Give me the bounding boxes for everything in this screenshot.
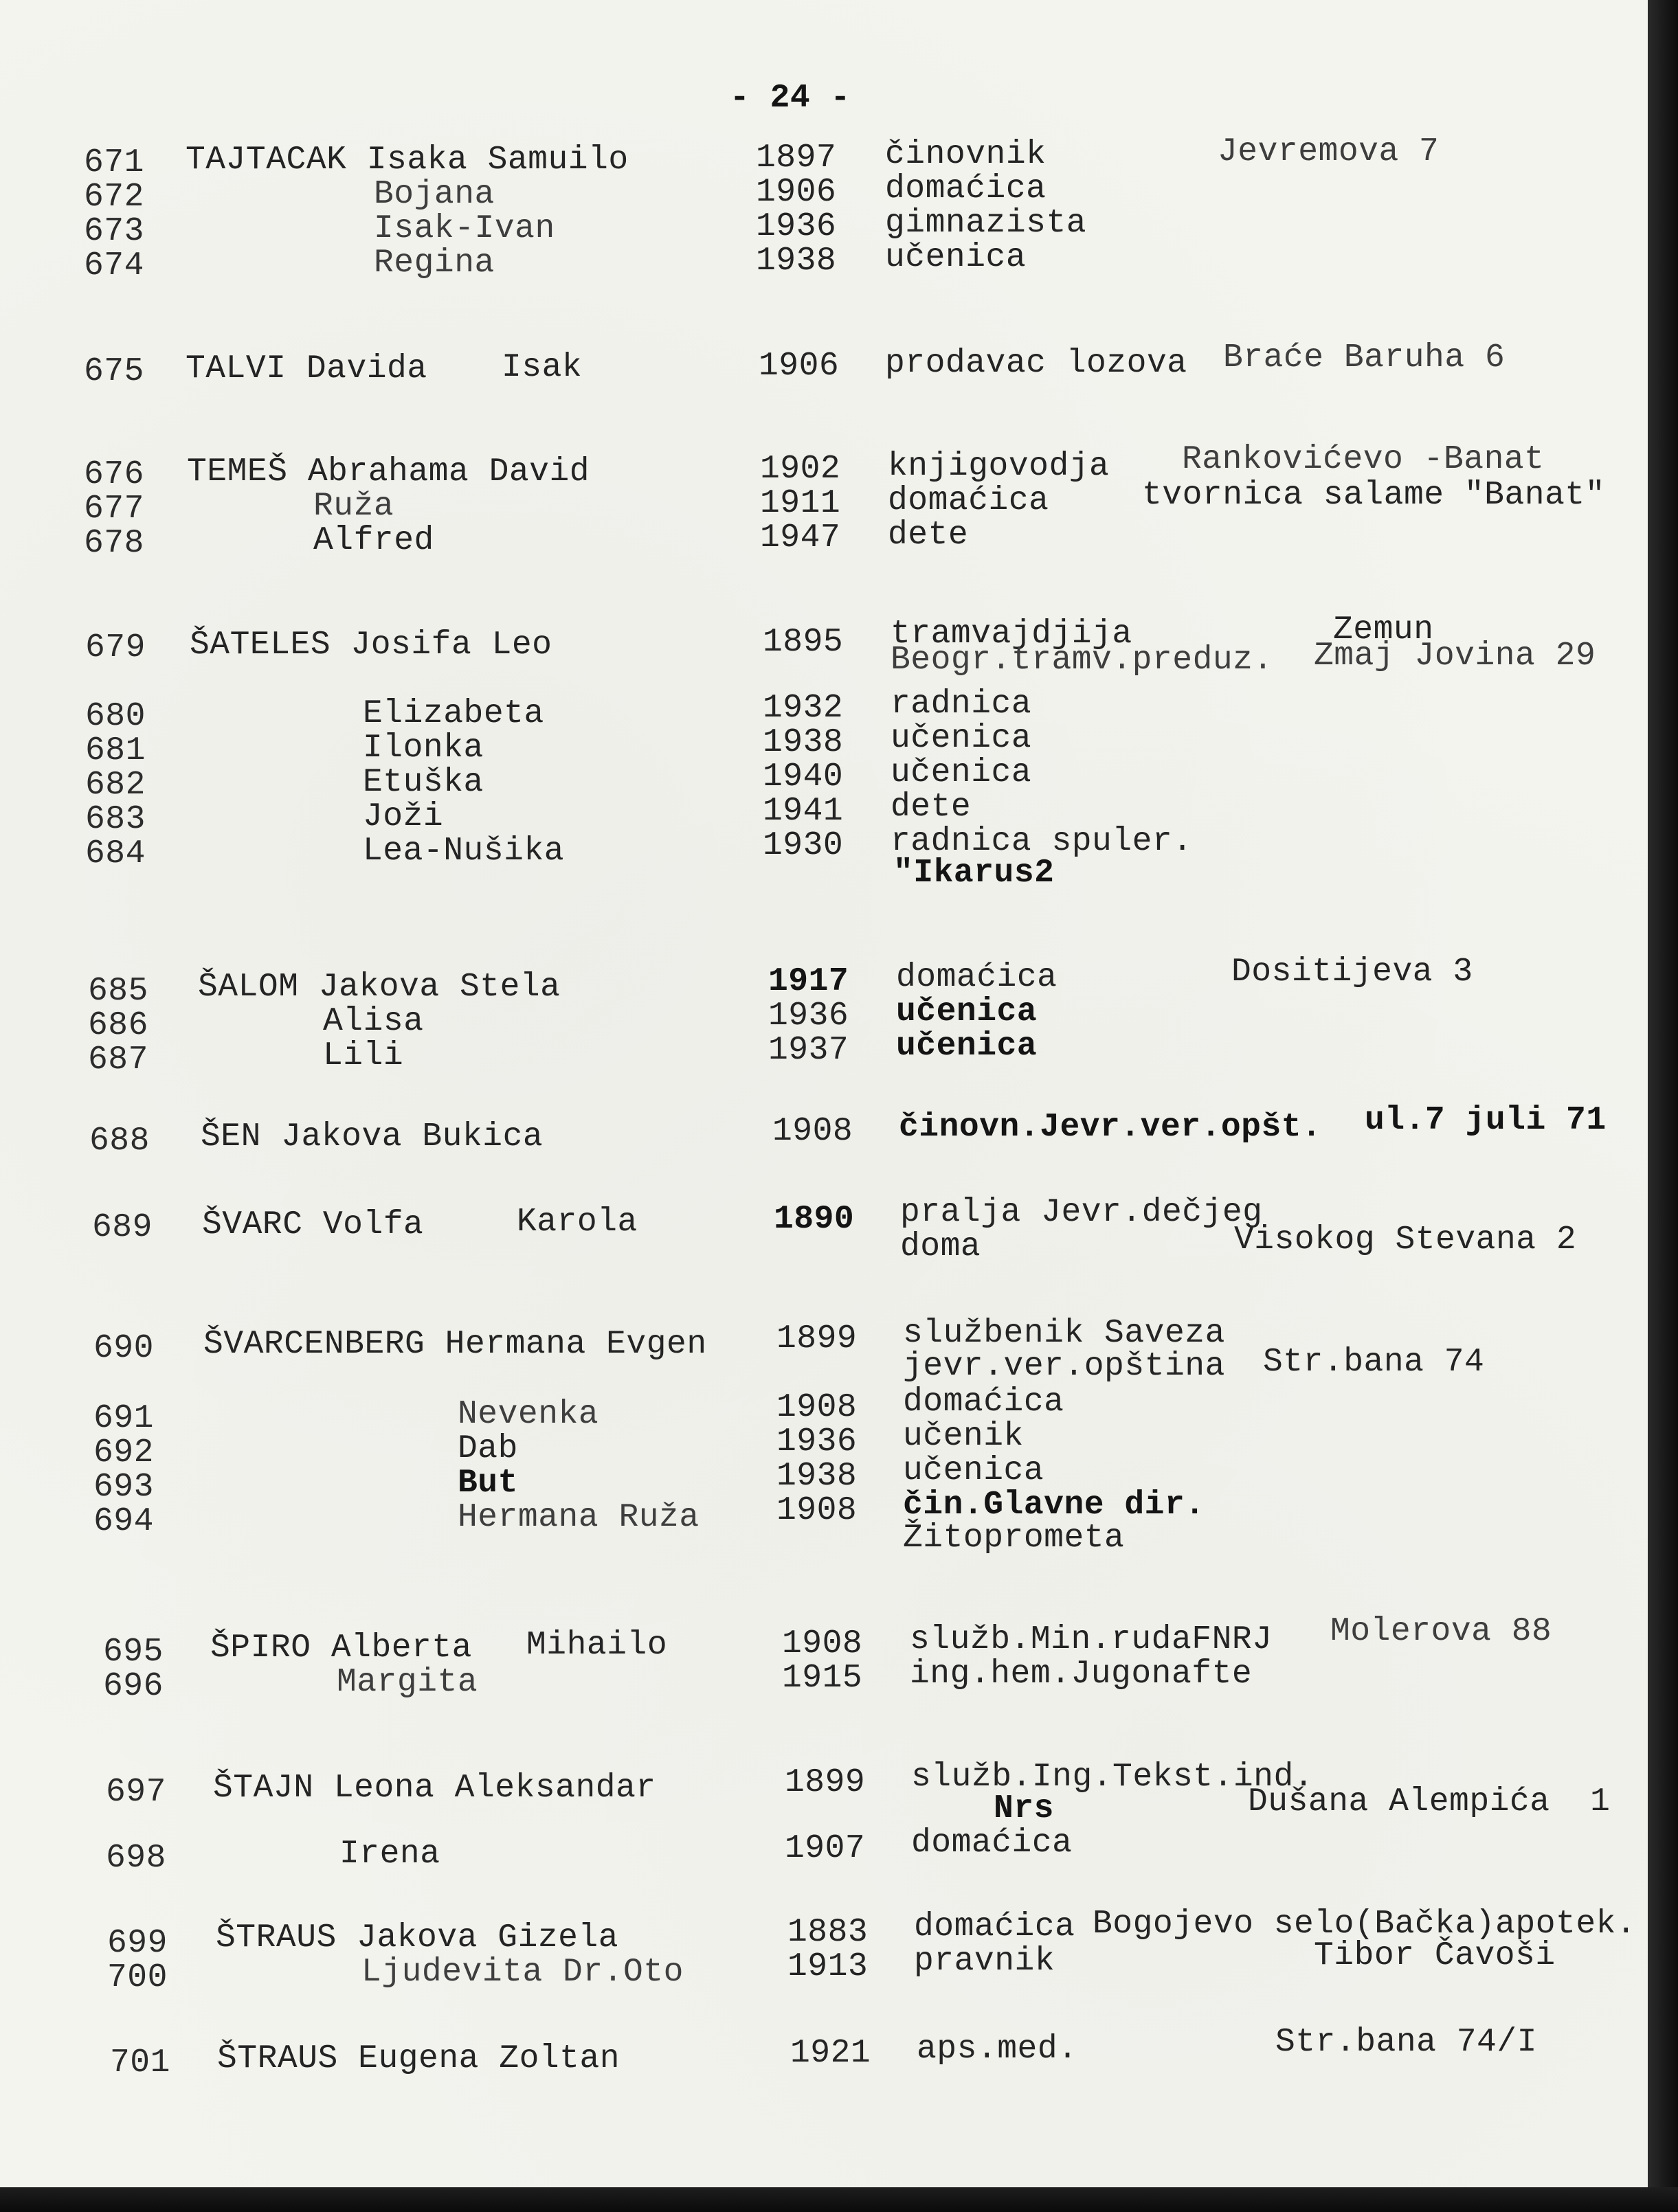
entry-occupation: učenica [891,754,1032,791]
entry-name: Bojana [374,176,495,213]
entry-name: ŠVARCENBERG Hermana Evgen [203,1326,707,1363]
entry-number: 689 [92,1209,153,1246]
entry-number: 701 [110,2044,170,2081]
entry-number: 679 [85,629,146,666]
entry-name: Alisa [323,1003,424,1040]
entry-name: Alfred [313,522,434,559]
entry-year: 1899 [776,1320,858,1357]
entry-occupation-cont: Nrs [994,1790,1054,1827]
entry-year: 1915 [782,1660,863,1697]
entry-occupation: tramvajdjija [891,616,1132,653]
entry-occupation: učenica [896,1028,1038,1065]
entry-occupation: učenica [891,720,1032,757]
entry-number: 699 [107,1925,168,1962]
entry-name: Joži [363,798,444,835]
entry-year: 1913 [787,1948,869,1985]
page-number: - 24 - [730,80,851,117]
entry-year: 1937 [768,1032,849,1069]
entry-number: 673 [84,213,144,250]
entry-number: 694 [93,1503,154,1540]
scan-border-right [1648,0,1678,2212]
entry-name: TALVI Davida [186,350,427,387]
entry-occupation: domaćica [914,1908,1075,1945]
entry-name: ŠTRAUS Jakova Gizela [216,1919,619,1956]
entry-number: 693 [93,1469,154,1506]
entry-number: 688 [89,1122,150,1160]
entry-year: 1938 [756,242,837,280]
entry-number: 680 [85,698,146,735]
entry-year: 1930 [763,827,844,864]
entry-number: 682 [85,767,146,804]
entry-year: 1908 [782,1625,863,1662]
entry-address: Braće Baruha 6 [1223,339,1506,376]
entry-number: 678 [84,525,144,562]
entry-year: 1908 [772,1113,853,1150]
entry-address: ul.7 juli 71 [1365,1102,1607,1139]
entry-year: 1899 [785,1764,866,1801]
entry-occupation: službenik Saveza [903,1315,1225,1352]
entry-year: 1883 [787,1914,869,1951]
entry-occupation: prodavac lozova [885,345,1187,382]
entry-name: Etuška [363,764,484,801]
entry-name: TAJTACAK Isaka Samuilo [186,142,629,179]
entry-number: 696 [103,1668,164,1705]
entry-year: 1936 [776,1423,858,1460]
entry-year: 1906 [759,348,840,385]
entry-address-cont: Dušana Alempića 1 [1248,1783,1611,1820]
entry-occupation: knjigovodja [888,448,1110,485]
entry-address: Zemun [1333,611,1434,648]
entry-year: 1906 [756,174,837,211]
entry-occupation: služb.Min.rudaFNRJ [910,1621,1273,1658]
entry-name: Ruža [313,488,394,525]
entry-number: 683 [85,801,146,838]
entry-number: 691 [93,1400,154,1437]
entry-name-given: Mihailo [526,1627,668,1664]
entry-occupation: učenica [903,1452,1044,1489]
entry-name-given: Karola [517,1204,638,1241]
entry-occupation: učenik [903,1418,1024,1455]
entry-address: Str.bana 74/I [1275,2024,1537,2061]
entry-address: tvornica salame "Banat" [1142,477,1606,514]
entry-year: 1911 [760,485,841,522]
entry-year: 1940 [763,758,844,795]
entry-occupation: domaćica [903,1384,1064,1421]
entry-name: Hermana Ruža [458,1499,700,1536]
entry-number: 675 [84,353,144,390]
entry-name: ŠEN Jakova Bukica [201,1118,544,1155]
entry-name: ŠVARC Volfa [202,1206,424,1243]
entry-occupation: ing.hem.Jugonafte [910,1656,1253,1693]
entry-year: 1897 [756,139,837,177]
entry-year: 1932 [763,690,844,727]
entry-name: ŠALOM Jakova Stela [198,969,561,1006]
entry-number: 677 [84,490,144,528]
entry-address: Tibor Čavoši [1314,1937,1556,1974]
entry-occupation: učenica [885,239,1027,276]
entry-name: ŠATELES Josifa Leo [190,627,552,664]
entry-year: 1908 [776,1492,858,1529]
entry-number: 698 [106,1840,166,1877]
entry-name: Regina [374,245,495,282]
entry-address: Jevremova 7 [1218,133,1440,170]
entry-number: 671 [84,144,144,181]
entry-occupation: pralja Jevr.dečjeg [900,1194,1263,1231]
entry-name: Lea-Nušika [363,833,565,870]
entry-address: Bogojevo selo(Bačka)apotek. [1093,1906,1637,1943]
entry-name: ŠPIRO Alberta [210,1629,472,1667]
entry-number: 672 [84,179,144,216]
entry-occupation: domaćica [888,482,1049,519]
entry-address-cont: Visokog Stevana 2 [1234,1221,1577,1259]
entry-occupation-cont: doma [900,1228,981,1265]
entry-year: 1938 [776,1458,858,1495]
entry-occupation: dete [891,789,972,826]
scan-border-bottom [0,2187,1678,2212]
entry-year: 1908 [776,1389,858,1426]
entry-occupation: činovn.Jevr.ver.opšt. [899,1109,1322,1146]
entry-occupation-cont: "Ikarus2 [893,855,1055,892]
entry-name: Isak-Ivan [374,210,555,247]
entry-year: 1921 [790,2035,871,2072]
entry-number: 692 [93,1434,154,1471]
entry-name: Ilonka [363,730,484,767]
entry-occupation: aps.med. [917,2031,1078,2068]
entry-year: 1938 [763,724,844,761]
entry-year: 1947 [760,519,841,556]
entry-number: 676 [84,456,144,493]
entry-name: Dab [458,1430,518,1467]
entry-number: 700 [107,1959,168,1996]
entry-occupation: gimnazista [885,205,1087,242]
entry-name-given: Isak [502,349,583,386]
entry-occupation: domaćica [885,170,1047,207]
entry-year: 1917 [768,963,849,1000]
entry-year: 1936 [756,208,837,245]
entry-number: 695 [103,1634,164,1671]
entry-occupation: služb.Ing.Tekst.ind. [911,1759,1315,1796]
entry-name: Lili [323,1037,404,1074]
entry-year: 1890 [774,1201,855,1238]
entry-occupation: radnica spuler. [891,823,1193,860]
entry-occupation: činovnik [885,136,1047,173]
entry-year: 1907 [785,1830,866,1867]
entry-address: Rankovićevo -Banat [1182,441,1545,478]
entry-address-cont: Zmaj Jovina 29 [1314,637,1596,675]
entry-occupation: radnica [891,686,1032,723]
entry-name: Nevenka [458,1396,599,1433]
entry-number: 684 [85,835,146,872]
entry-occupation: pravnik [914,1943,1055,1980]
entry-occupation: domaćica [896,959,1058,996]
entry-number: 681 [85,732,146,769]
entry-name: Ljudevita Dr.Oto [361,1954,684,1991]
entry-name: Elizabeta [363,695,544,732]
entry-address: Dositijeva 3 [1231,953,1473,991]
entry-name: But [458,1465,518,1502]
entry-occupation: dete [888,517,969,554]
entry-year: 1895 [763,624,844,661]
entry-address-cont: Str.bana 74 [1263,1344,1485,1381]
entry-name: Irena [339,1836,440,1873]
entry-number: 687 [88,1041,148,1079]
entry-number: 686 [88,1007,148,1044]
entry-number: 685 [88,973,148,1010]
entry-year: 1941 [763,793,844,830]
entry-occupation: domaćica [911,1825,1073,1862]
entry-year: 1936 [768,997,849,1035]
entry-name: Margita [337,1664,478,1701]
entry-occupation-cont: Žitoprometa [903,1520,1125,1557]
entry-address: Molerova 88 [1330,1613,1552,1650]
entry-occupation: čin.Glavne dir. [903,1487,1205,1524]
entry-name: ŠTAJN Leona Aleksandar [213,1770,656,1807]
entry-name: TEMEŠ Abrahama David [187,453,590,490]
entry-number: 690 [93,1330,154,1367]
entry-number: 697 [106,1774,166,1811]
entry-occupation-cont: jevr.ver.opština [903,1348,1225,1385]
entry-year: 1902 [760,451,841,488]
entry-number: 674 [84,247,144,284]
entry-occupation: učenica [896,993,1038,1030]
entry-name: ŠTRAUS Eugena Zoltan [217,2040,620,2077]
entry-occupation-cont: Beogr.tramv.preduz. [891,642,1273,679]
